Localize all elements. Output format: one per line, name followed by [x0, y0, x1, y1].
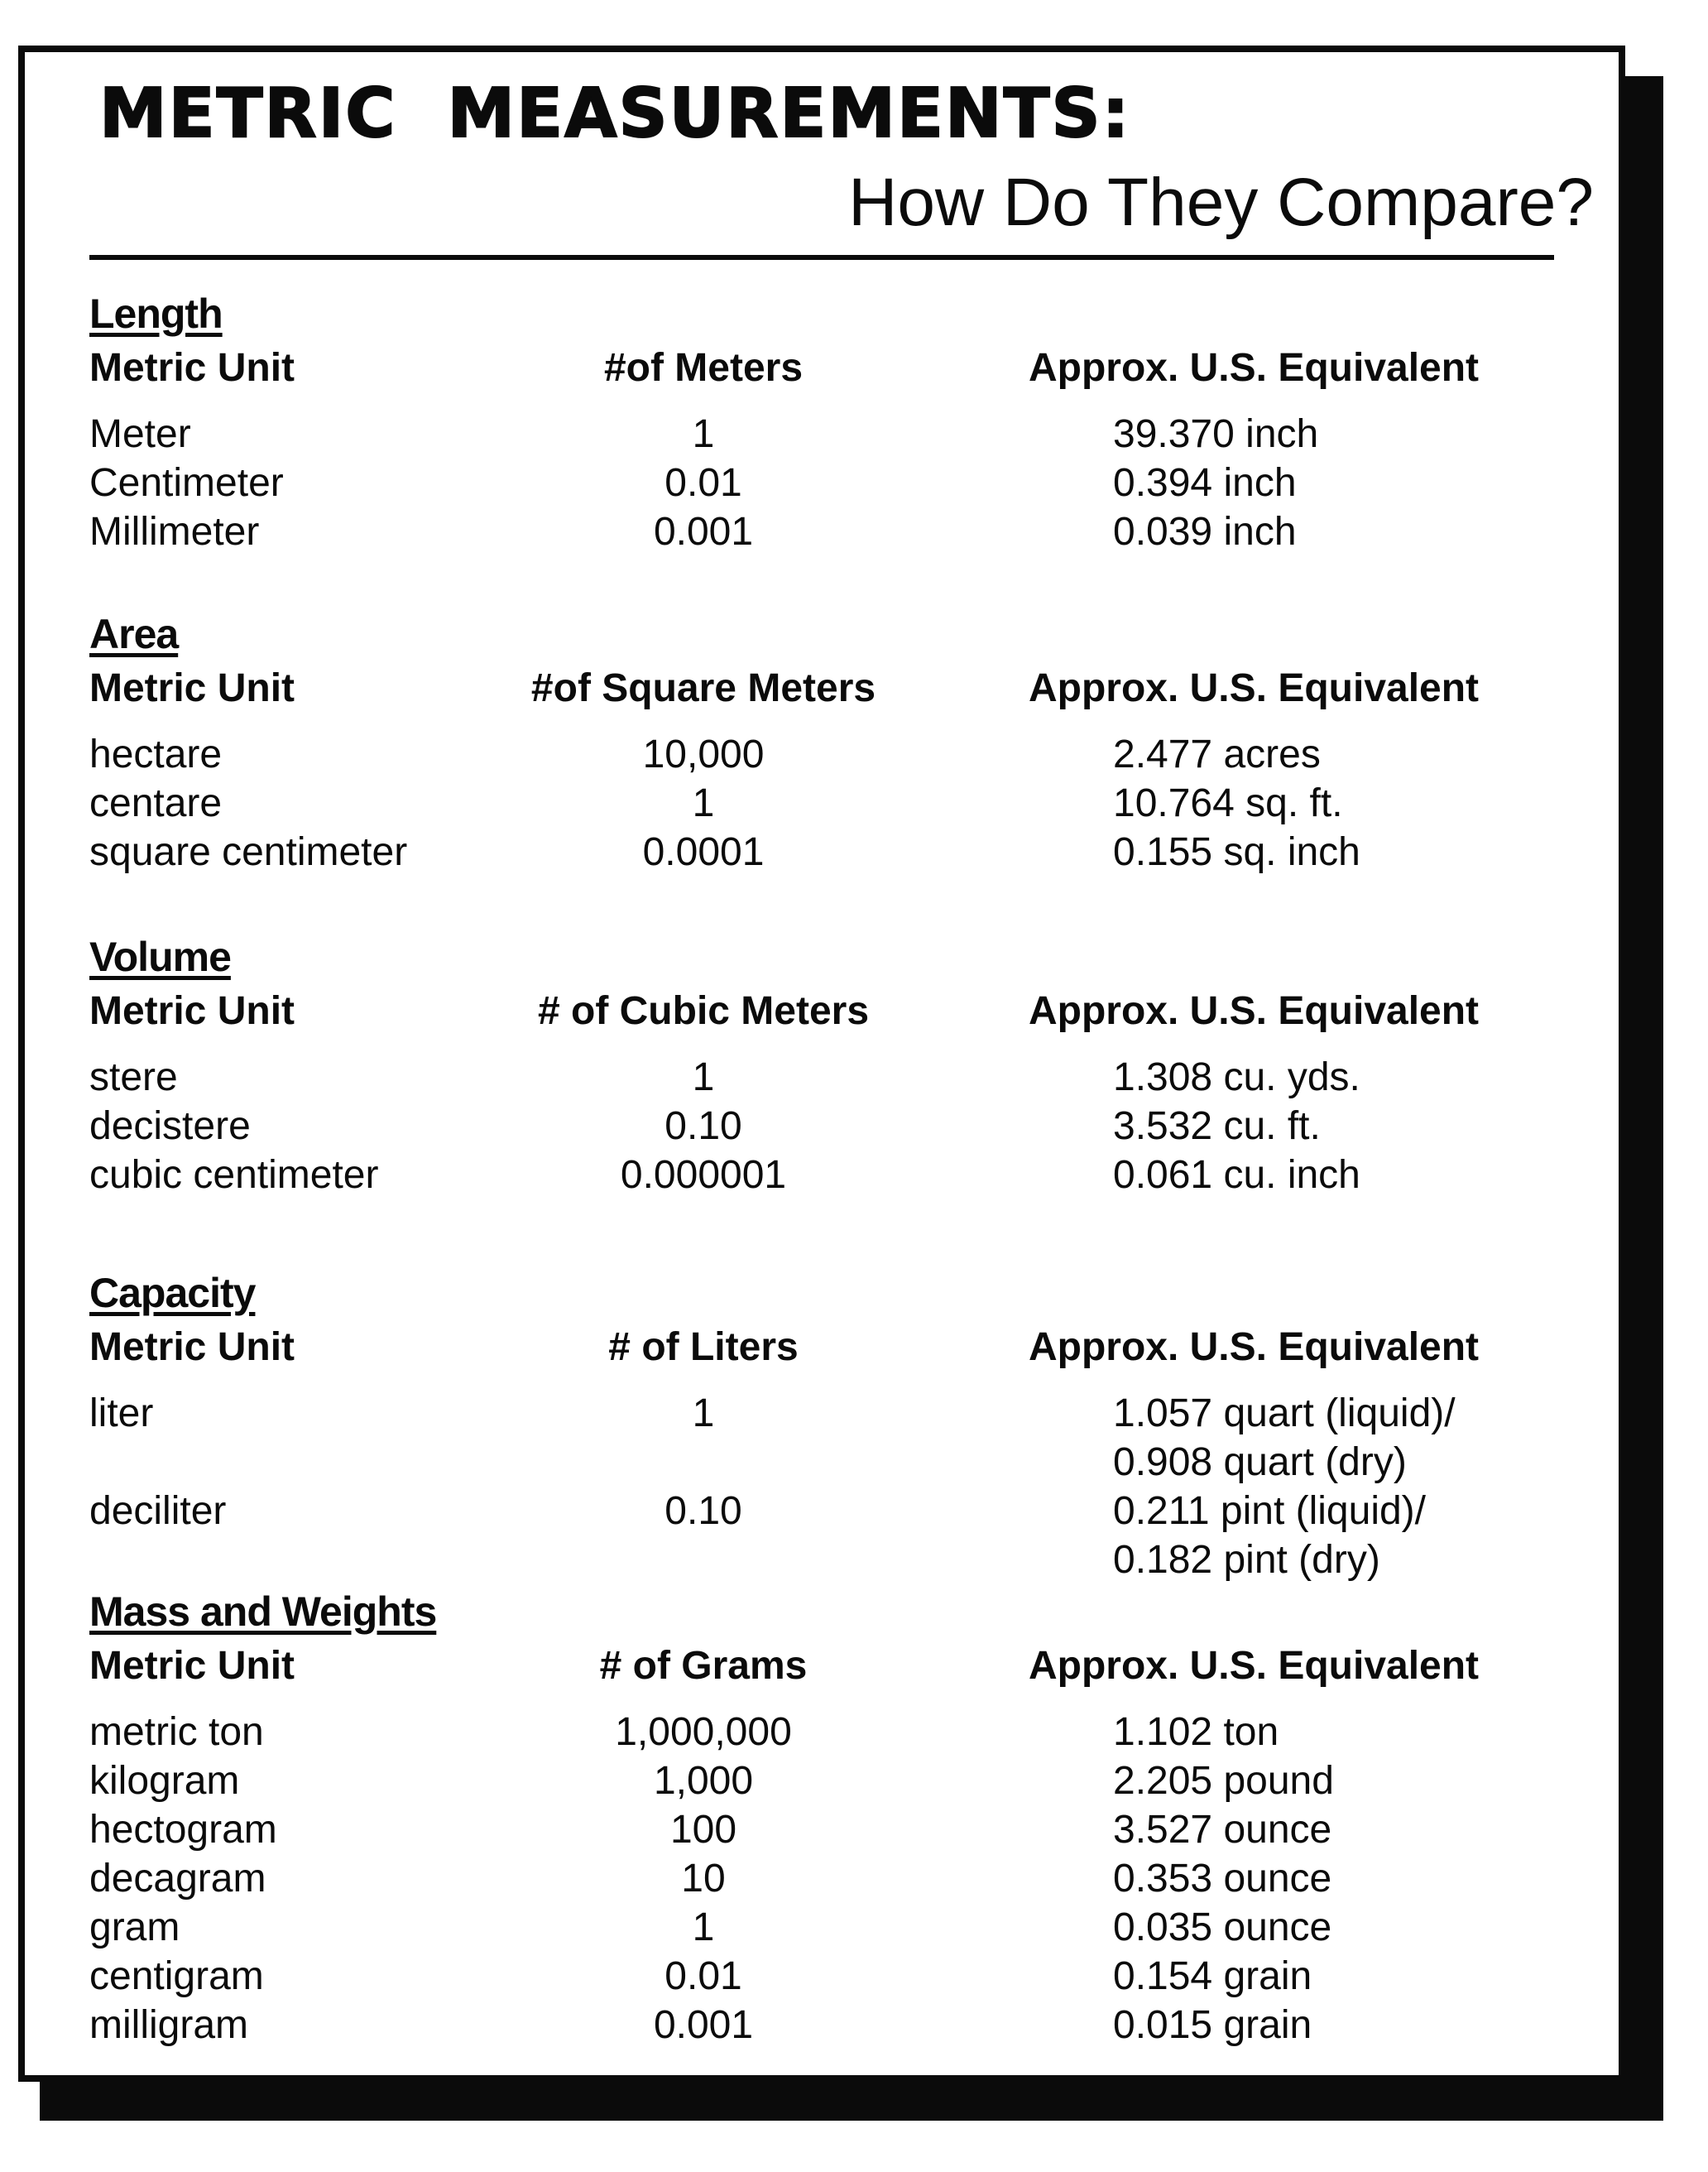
us-equivalent-cell: 0.035 ounce [1113, 1905, 1332, 1949]
us-equivalent-cell: 39.370 inch [1113, 412, 1319, 456]
table-row [0, 1756, 1708, 1806]
metric-unit-cell: Meter [89, 412, 191, 456]
table-row [0, 1805, 1708, 1855]
us-equivalent-cell: 0.155 sq. inch [1113, 830, 1360, 874]
us-equivalent-cell: 3.527 ounce [1113, 1808, 1332, 1852]
table-header-row [0, 664, 1708, 714]
quantity-cell: 0.10 [664, 1104, 742, 1148]
table-header-row [0, 987, 1708, 1036]
us-equivalent-cell: 0.015 grain [1113, 2003, 1312, 2047]
quantity-header: #of Square Meters [530, 666, 876, 710]
metric-unit-cell: hectogram [89, 1808, 277, 1852]
quantity-header: # of Liters [608, 1325, 799, 1369]
metric-unit-cell: liter [89, 1391, 154, 1435]
quantity-cell: 10 [681, 1857, 726, 1900]
us-equivalent-cell: 0.394 inch [1113, 461, 1297, 505]
quantity-cell: 100 [669, 1808, 737, 1852]
section-title: Length [89, 291, 223, 337]
quantity-cell: 1 [692, 781, 715, 825]
us-equivalent-cell: 2.477 acres [1113, 733, 1321, 776]
table-row [0, 1151, 1708, 1200]
us-equivalent-cell: 0.182 pint (dry) [1113, 1538, 1380, 1582]
metric-unit-header: Metric Unit [89, 346, 295, 390]
table-header-row [0, 1641, 1708, 1691]
us-equivalent-cell: 0.211 pint (liquid)/ [1113, 1489, 1426, 1533]
table-row [0, 828, 1708, 877]
us-equivalent-cell: 1.057 quart (liquid)/ [1113, 1391, 1456, 1435]
quantity-cell: 1 [692, 1391, 715, 1435]
table-row [0, 1389, 1708, 1439]
metric-unit-cell: milligram [89, 2003, 248, 2047]
section-title: Area [89, 611, 179, 657]
metric-unit-header: Metric Unit [89, 1644, 295, 1688]
table-row [0, 779, 1708, 829]
quantity-cell: 0.001 [653, 2003, 754, 2047]
quantity-cell: 0.01 [664, 461, 742, 505]
us-equivalent-cell: 3.532 cu. ft. [1113, 1104, 1321, 1148]
metric-unit-cell: cubic centimeter [89, 1153, 379, 1197]
page-title: METRIC MEASUREMENTS: [99, 74, 1131, 153]
quantity-header: #of Meters [603, 346, 804, 390]
quantity-cell: 0.01 [664, 1954, 742, 1998]
quantity-cell: 1 [692, 1905, 715, 1949]
metric-unit-cell: kilogram [89, 1759, 240, 1803]
quantity-cell: 1 [692, 1055, 715, 1099]
us-equivalent-cell: 1.308 cu. yds. [1113, 1055, 1360, 1099]
title-divider [89, 255, 1554, 260]
metric-unit-cell: hectare [89, 733, 223, 776]
us-equivalent-cell: 0.061 cu. inch [1113, 1153, 1360, 1197]
metric-unit-header: Metric Unit [89, 1325, 295, 1369]
quantity-cell: 1,000,000 [615, 1710, 792, 1754]
table-row [0, 507, 1708, 557]
table-row [0, 1438, 1708, 1487]
table-header-row [0, 1323, 1708, 1372]
us-equivalent-header: Approx. U.S. Equivalent [1028, 666, 1480, 710]
us-equivalent-header: Approx. U.S. Equivalent [1028, 1325, 1480, 1369]
quantity-cell: 0.10 [664, 1489, 742, 1533]
us-equivalent-cell: 1.102 ton [1113, 1710, 1279, 1754]
table-row [0, 1854, 1708, 1904]
us-equivalent-header: Approx. U.S. Equivalent [1028, 1644, 1480, 1688]
section-title: Mass and Weights [89, 1588, 437, 1635]
table-row [0, 410, 1708, 459]
metric-unit-cell: deciliter [89, 1489, 227, 1533]
page-subtitle: How Do They Compare? [848, 165, 1594, 240]
metric-unit-cell: stere [89, 1055, 178, 1099]
metric-unit-cell: gram [89, 1905, 180, 1949]
metric-unit-cell: decistere [89, 1104, 251, 1148]
table-row [0, 730, 1708, 780]
quantity-cell: 0.000001 [620, 1153, 787, 1197]
table-row [0, 1535, 1708, 1585]
metric-unit-cell: Millimeter [89, 510, 260, 554]
metric-unit-cell: metric ton [89, 1710, 264, 1754]
quantity-cell: 1 [692, 412, 715, 456]
table-row [0, 459, 1708, 508]
us-equivalent-cell: 10.764 sq. ft. [1113, 781, 1343, 825]
metric-unit-header: Metric Unit [89, 989, 295, 1033]
quantity-header: # of Grams [599, 1644, 808, 1688]
metric-unit-cell: centigram [89, 1954, 264, 1998]
quantity-cell: 0.0001 [642, 830, 765, 874]
table-row [0, 1708, 1708, 1757]
us-equivalent-cell: 0.039 inch [1113, 510, 1297, 554]
table-row [0, 1053, 1708, 1103]
section-title: Capacity [89, 1270, 256, 1316]
quantity-cell: 10,000 [642, 733, 765, 776]
section-title: Volume [89, 934, 231, 980]
quantity-header: # of Cubic Meters [537, 989, 870, 1033]
table-row [0, 2001, 1708, 2050]
metric-unit-cell: decagram [89, 1857, 266, 1900]
table-row [0, 1102, 1708, 1151]
us-equivalent-header: Approx. U.S. Equivalent [1028, 346, 1480, 390]
metric-unit-cell: centare [89, 781, 223, 825]
metric-unit-cell: square centimeter [89, 830, 408, 874]
us-equivalent-cell: 0.353 ounce [1113, 1857, 1332, 1900]
metric-unit-header: Metric Unit [89, 666, 295, 710]
table-row [0, 1903, 1708, 1953]
metric-unit-cell: Centimeter [89, 461, 284, 505]
table-row [0, 1952, 1708, 2001]
us-equivalent-cell: 0.908 quart (dry) [1113, 1440, 1407, 1484]
us-equivalent-header: Approx. U.S. Equivalent [1028, 989, 1480, 1033]
table-header-row [0, 344, 1708, 393]
us-equivalent-cell: 0.154 grain [1113, 1954, 1312, 1998]
table-row [0, 1487, 1708, 1536]
quantity-cell: 1,000 [653, 1759, 754, 1803]
us-equivalent-cell: 2.205 pound [1113, 1759, 1334, 1803]
quantity-cell: 0.001 [653, 510, 754, 554]
